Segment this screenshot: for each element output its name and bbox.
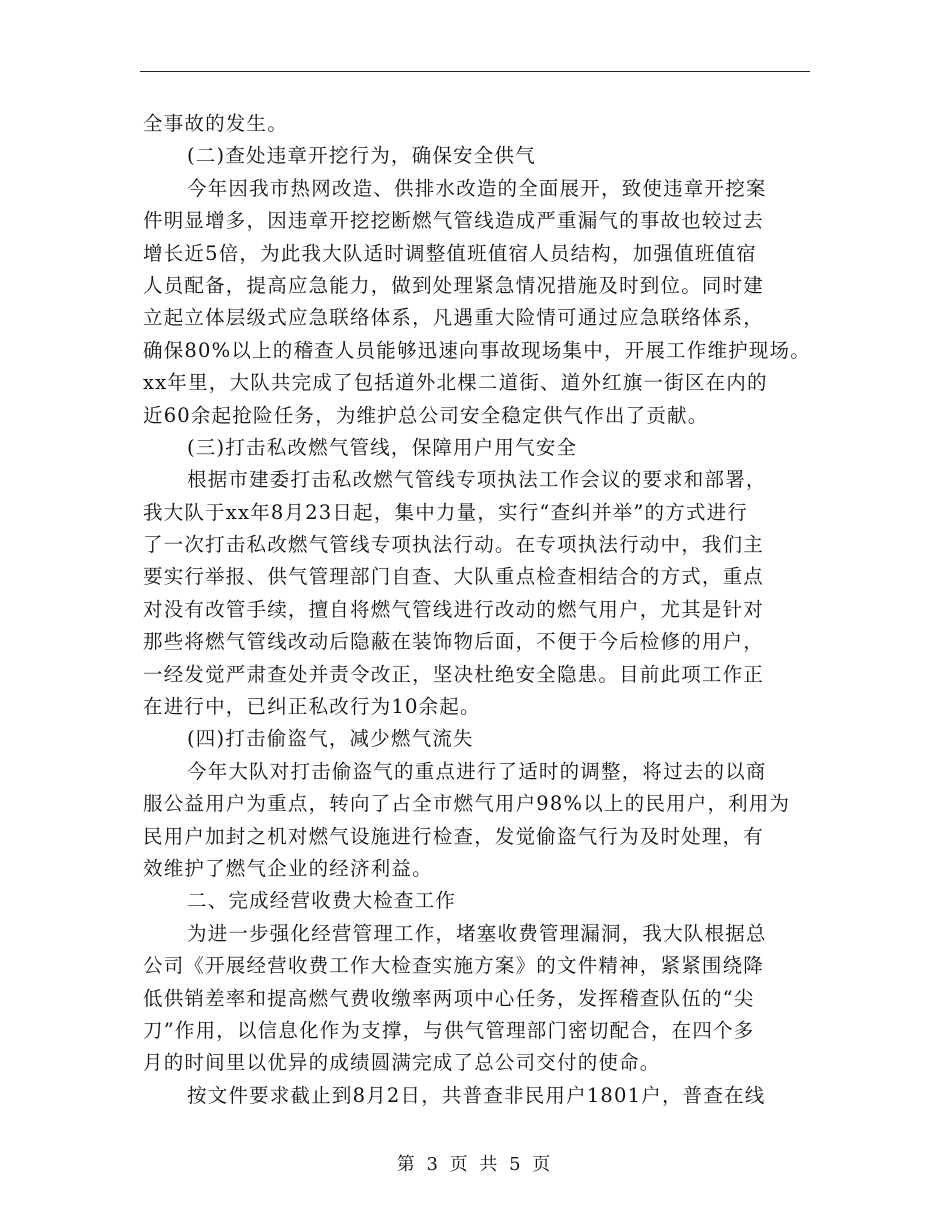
body-line: 按文件要求截止到8月2日，共普查非民用户1801户，普查在线 (187, 1083, 766, 1107)
body-line: 那些将燃气管线改动后隐蔽在装饰物后面，不便于今后检修的用户， (143, 630, 765, 654)
body-line: 刀”作用，以信息化作为支撑，与供气管理部门密切配合，在四个多 (143, 1018, 755, 1042)
body-line: 立起立体层级式应急联络体系，凡遇重大险情可通过应急联络体系， (143, 306, 765, 330)
body-line: (四)打击偷盗气，减少燃气流失 (187, 727, 474, 751)
body-line: 确保80%以上的稽查人员能够迅速向事故现场集中，开展工作维护现场。 (143, 338, 811, 362)
body-line: 了一次打击私改燃气管线专项执法行动。在专项执法行动中，我们主 (143, 533, 765, 557)
body-line: (三)打击私改燃气管线，保障用户用气安全 (187, 435, 578, 459)
body-line: 二、完成经营收费大检查工作 (187, 889, 457, 913)
body-line: 在进行中，已纠正私改行为10余起。 (143, 695, 481, 719)
body-line: 公司《开展经营收费工作大检查实施方案》的文件精神，紧紧围绕降 (143, 954, 765, 978)
body-line: 一经发觉严肃查处并责令改正，坚决杜绝安全隐患。目前此项工作正 (143, 662, 765, 686)
body-line: 全事故的发生。 (143, 112, 288, 135)
body-line: 民用户加封之机对燃气设施进行检查，发觉偷盗气行为及时处理，有 (143, 824, 765, 848)
body-line: 人员配备，提高应急能力，做到处理紧急情况措施及时到位。同时建 (143, 273, 765, 297)
document-body (143, 108, 823, 1112)
body-line: 件明显增多，因违章开挖挖断燃气管线造成严重漏气的事故也较过去 (143, 209, 765, 233)
body-line: 对没有改管手续，擅自将燃气管线进行改动的燃气用户，尤其是针对 (143, 597, 765, 621)
page-number-footer: 第 3 页 共 5 页 (396, 1154, 554, 1175)
body-line: 今年因我市热网改造、供排水改造的全面展开，致使违章开挖案 (187, 176, 767, 200)
body-line: 低供销差率和提高燃气费收缴率两项中心任务，发挥稽查队伍的“尖 (143, 986, 755, 1010)
body-line: 今年大队对打击偷盗气的重点进行了适时的调整，将过去的以商 (187, 759, 767, 783)
body-line: 效维护了燃气企业的经济利益。 (143, 856, 433, 880)
body-line: 根据市建委打击私改燃气管线专项执法工作会议的要求和部署， (187, 468, 767, 492)
body-line: (二)查处违章开挖行为，确保安全供气 (187, 144, 536, 168)
body-line: 为进一步强化经营管理工作，堵塞收费管理漏洞，我大队根据总 (187, 921, 767, 945)
body-line: 近60余起抢险任务，为维护总公司安全稳定供气作出了贡献。 (143, 403, 709, 427)
body-line: xx年里，大队共完成了包括道外北棵二道街、道外红旗一街区在内的 (143, 371, 768, 395)
body-line: 服公益用户为重点，转向了占全市燃气用户98%以上的民用户，利用为 (143, 792, 791, 816)
body-line: 要实行举报、供气管理部门自查、大队重点检查相结合的方式，重点 (143, 565, 765, 589)
body-line: 月的时间里以优异的成绩圆满完成了总公司交付的使命。 (143, 1051, 661, 1075)
body-line: 我大队于xx年8月23日起，集中力量，实行“查纠并举”的方式进行 (143, 500, 749, 524)
header-rule (140, 71, 810, 72)
body-line: 增长近5倍，为此我大队适时调整值班值宿人员结构，加强值班值宿 (143, 241, 757, 265)
